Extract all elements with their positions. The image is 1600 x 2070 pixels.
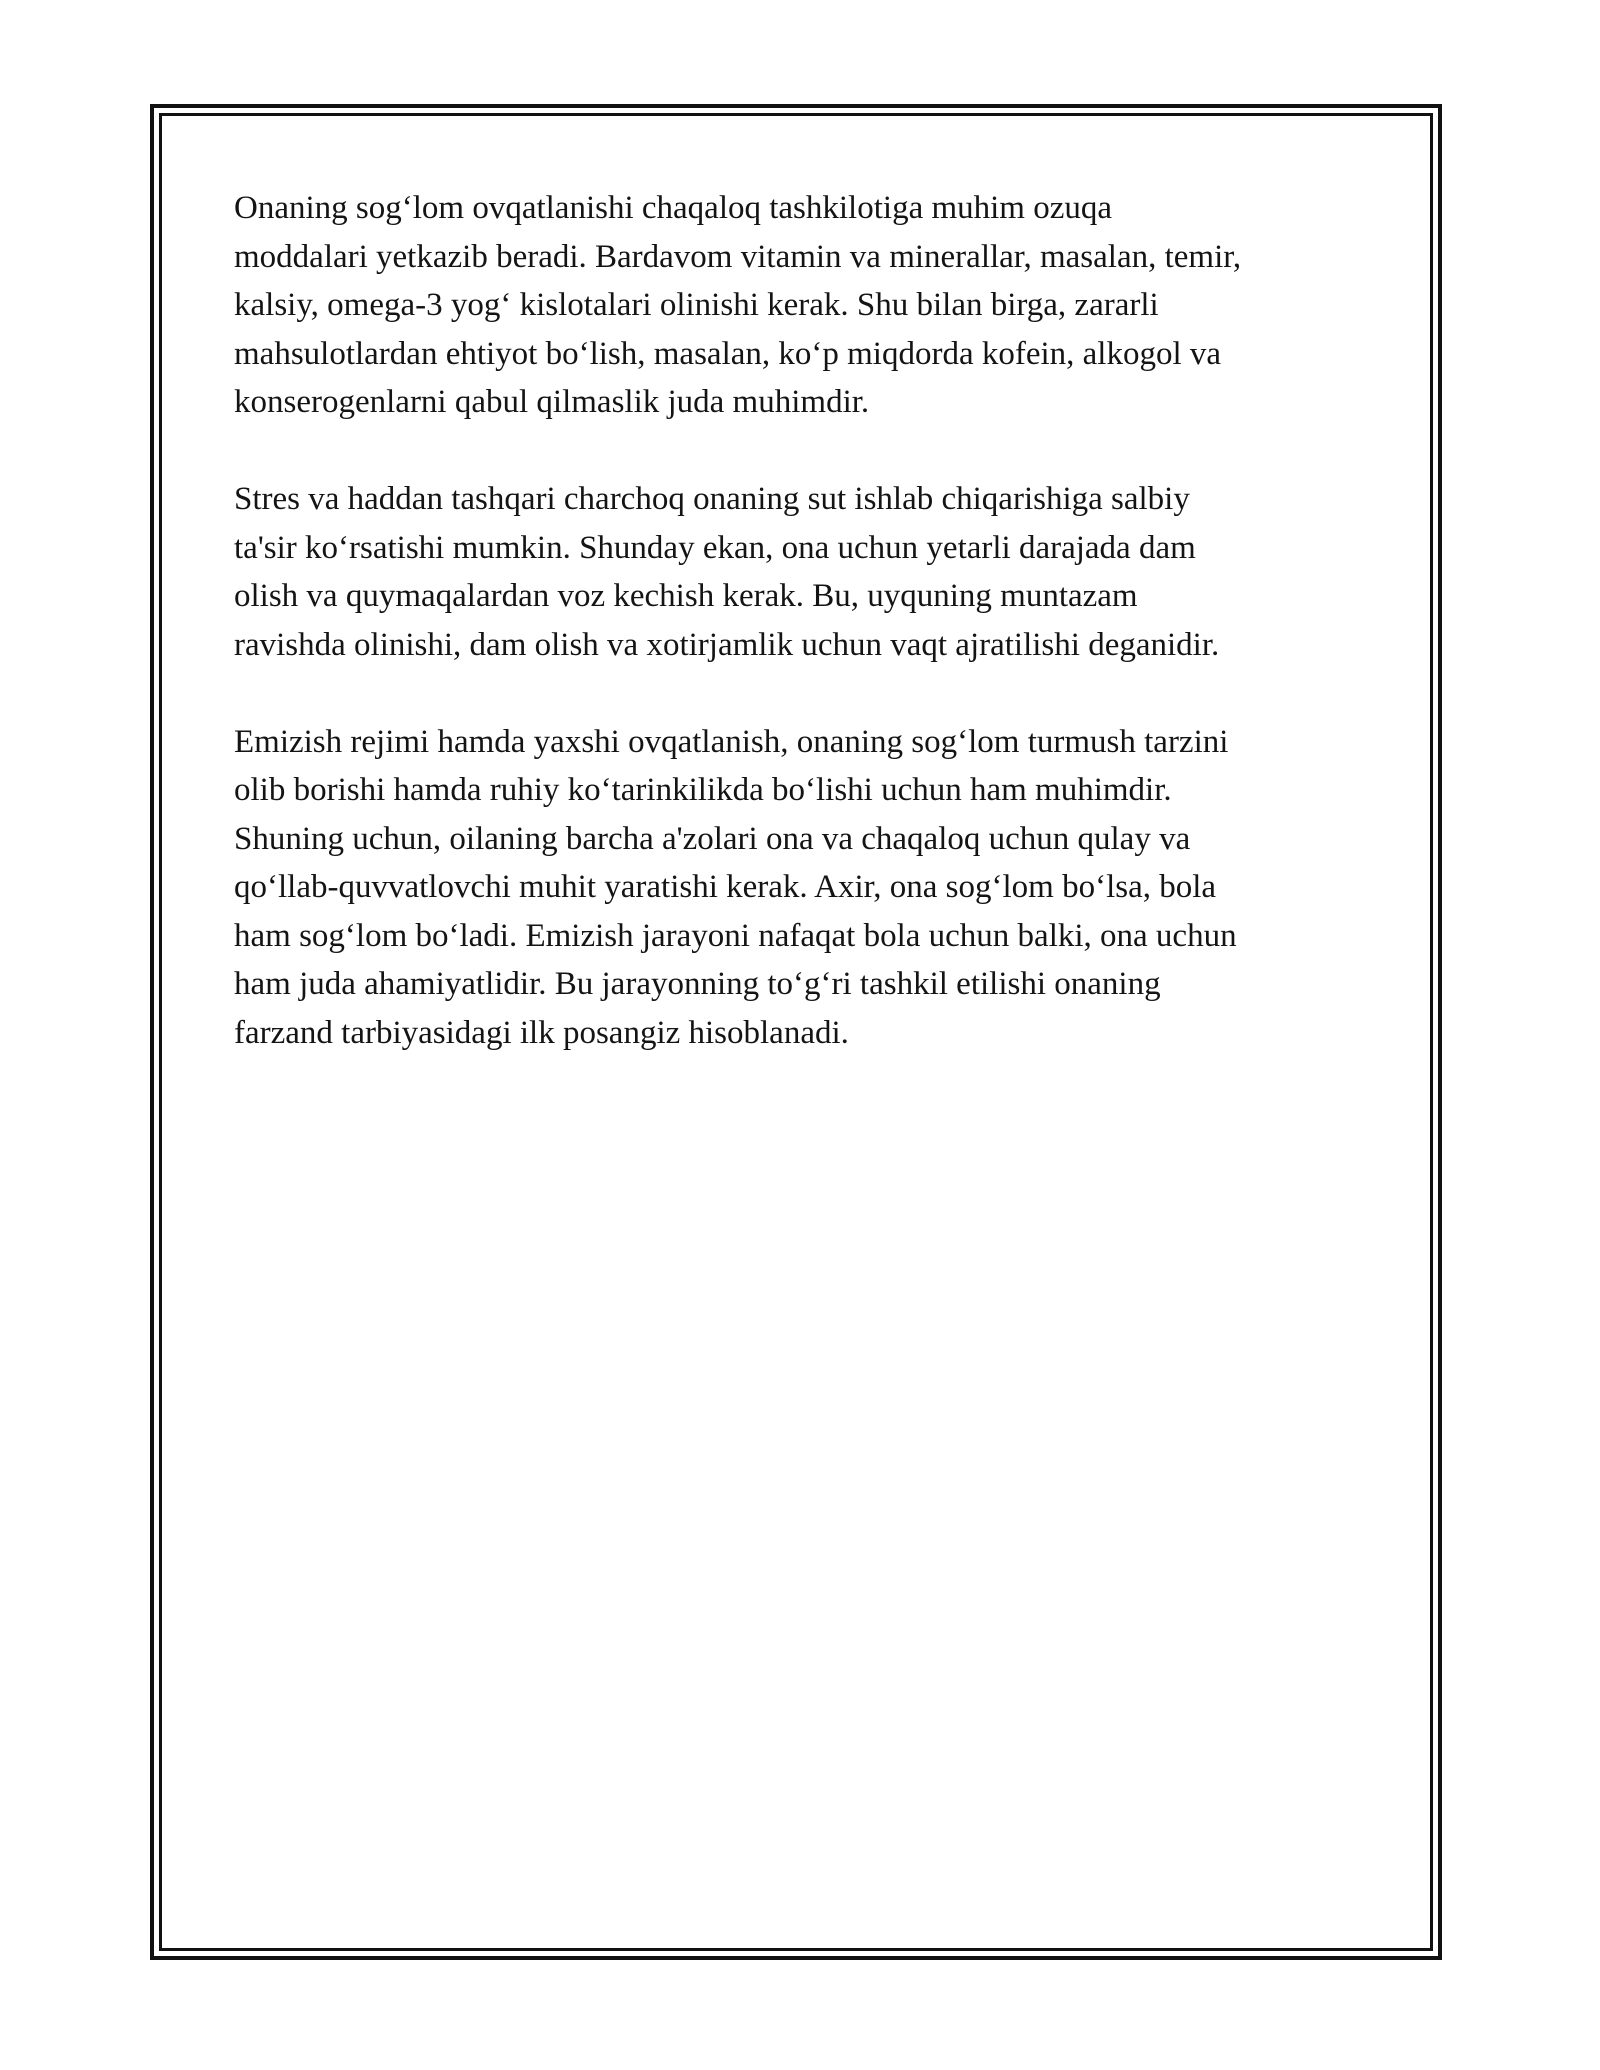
text-line: olib borishi hamda ruhiy ko‘tarinkilikda bo‘lishi uchun ham muhimdir. [234,772,1172,808]
text-line: kalsiy, omega-3 yog‘ kislotalari olinishi kerak. Shu bilan birga, zararli [234,287,1159,323]
text-line: konserogenlarni qabul qilmaslik juda muhimdir. [234,384,870,420]
text-line: ravishda olinishi, dam olish va xotirjamlik uchun vaqt ajratilishi deganidir. [234,626,1220,663]
text-line: moddalari yetkazib beradi. Bardavom vitamin va minerallar, masalan, temir, [234,238,1242,275]
text-line: olish va quymaqalardan voz kechish kerak. Bu, uyquning muntazam [234,578,1138,614]
page-body [234,184,1354,1106]
text-line: ham sog‘lom bo‘ladi. Emizish jarayoni nafaqat bola uchun balki, ona uchun [234,917,1237,954]
text-line: Shuning uchun, oilaning barcha a'zolari ona va chaqaloq uchun qulay va [234,820,1191,857]
text-line: Stres va haddan tashqari charchoq onaning sut ishlab chiqarishiga salbiy [234,481,1190,517]
paragraph-nutrition [234,184,1354,427]
text-line: mahsulotlardan ehtiyot bo‘lish, masalan, ko‘p miqdorda kofein, alkogol va [234,335,1222,372]
paragraph-stress-rest [234,475,1354,669]
text-line: Onaning sog‘lom ovqatlanishi chaqaloq tashkilotiga muhim ozuqa [234,190,1113,226]
text-line: ta'sir ko‘rsatishi mumkin. Shunday ekan, ona uchun yetarli darajada dam [234,529,1196,566]
text-line: ham juda ahamiyatlidir. Bu jarayonning to‘g‘ri tashkil etilishi onaning [234,966,1161,1002]
text-line: Emizish rejimi hamda yaxshi ovqatlanish, onaning sog‘lom turmush tarzini [234,723,1229,760]
text-line: farzand tarbiyasidagi ilk posangiz hisoblanadi. [234,1014,849,1051]
paragraph-breastfeeding [234,718,1354,1058]
text-line: qo‘llab-quvvatlovchi muhit yaratishi kerak. Axir, ona sog‘lom bo‘lsa, bola [234,869,1217,905]
